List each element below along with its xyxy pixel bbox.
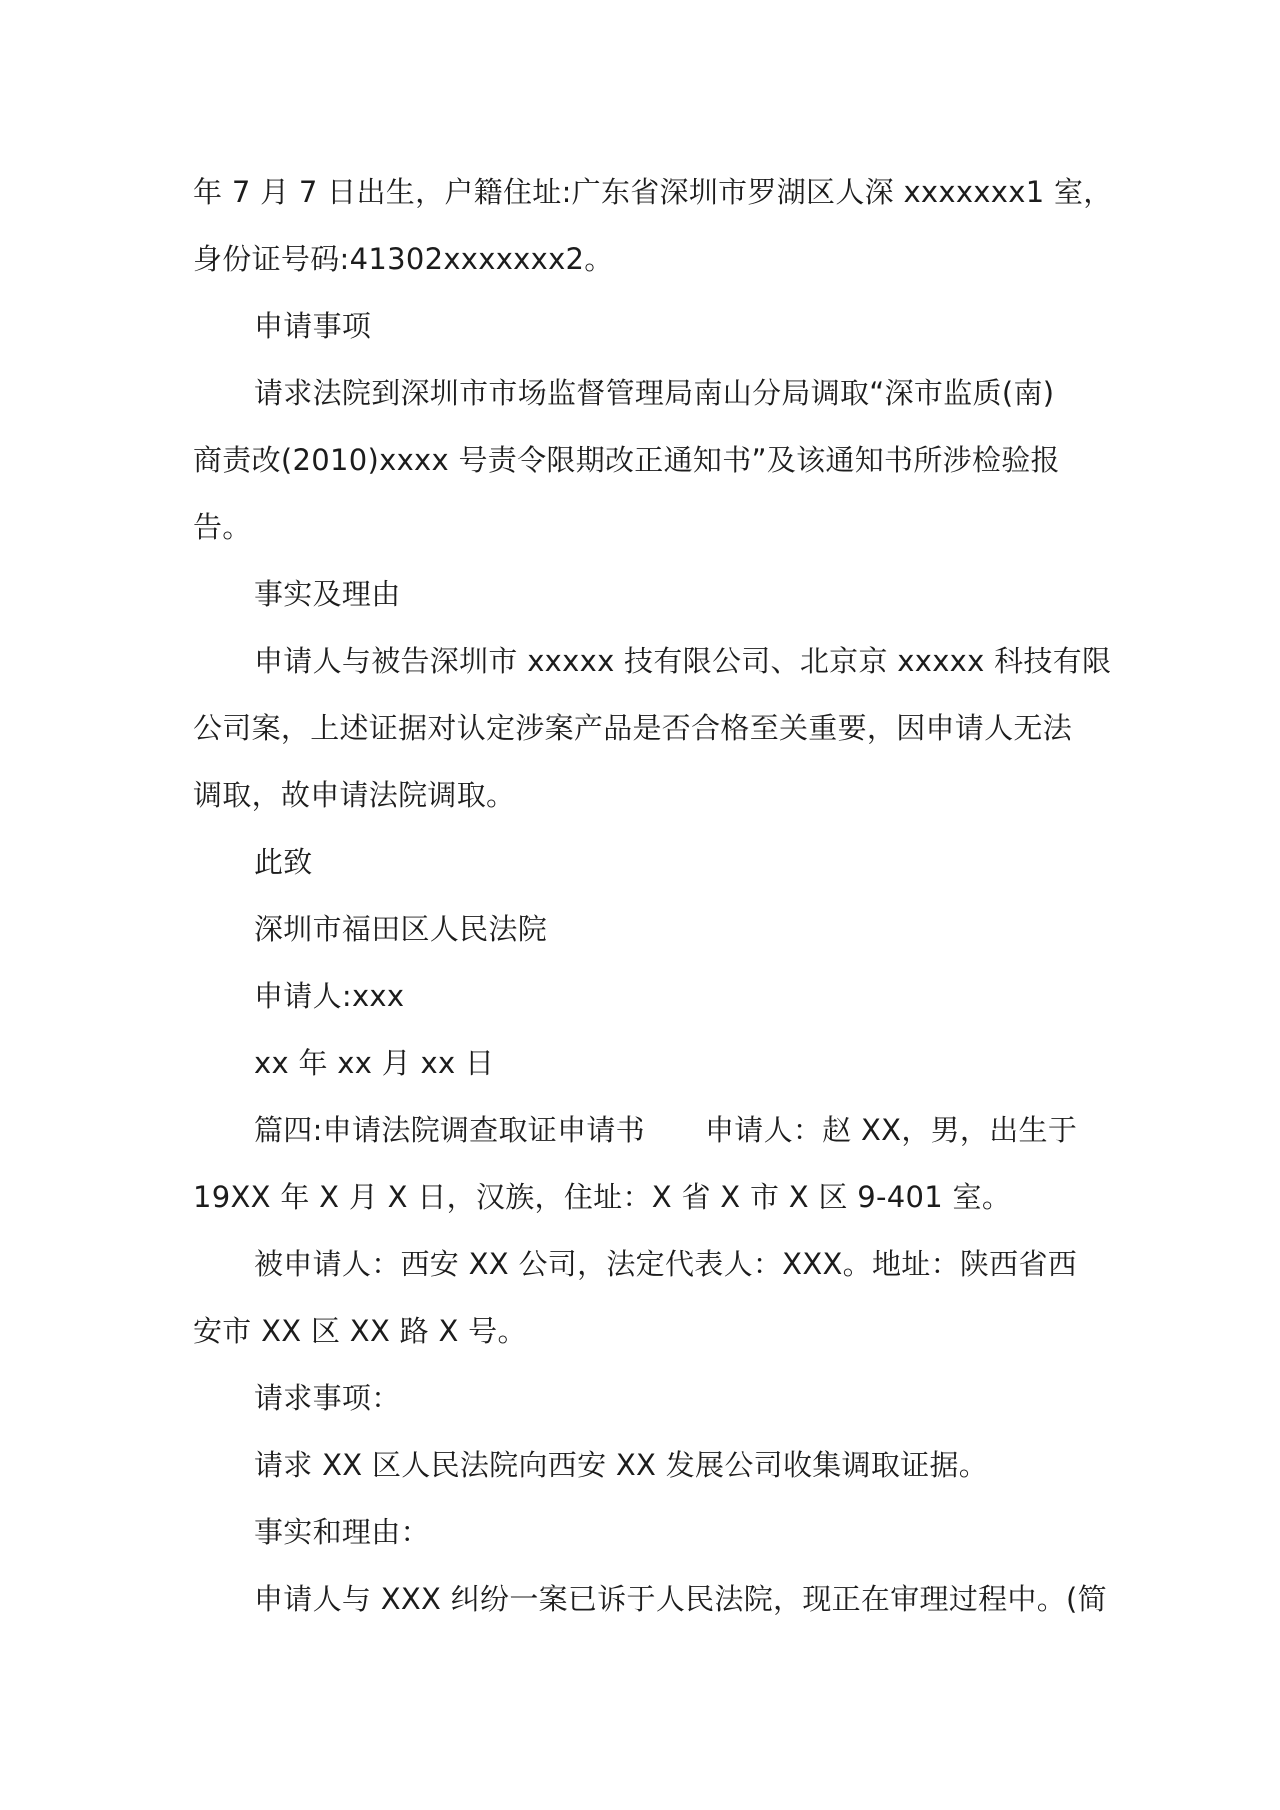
- body-text-line: 身份证号码:41302xxxxxxx2。: [193, 242, 614, 276]
- applicant-intro: 申请人：赵 XX，男，出生于: [704, 1113, 1078, 1147]
- salutation: 此致: [254, 845, 313, 879]
- date-line: xx 年 xx 月 xx 日: [254, 1046, 495, 1080]
- body-text-line: 公司案，上述证据对认定涉案产品是否合格至关重要，因申请人无法: [193, 711, 1073, 745]
- body-text-line: 商责改(2010)xxxx 号责令限期改正通知书”及该通知书所涉检验报: [193, 443, 1060, 477]
- section-heading-facts-reasons: 事实及理由: [254, 577, 401, 611]
- body-text-line: 请求 XX 区人民法院向西安 XX 发展公司收集调取证据。: [254, 1448, 989, 1482]
- body-text-line: 被申请人：西安 XX 公司，法定代表人：XXX。地址：陕西省西: [254, 1247, 1078, 1281]
- applicant-signature: 申请人:xxx: [254, 979, 405, 1013]
- body-text-line: 19XX 年 X 月 X 日，汉族，住址：X 省 X 市 X 区 9-401 室。: [193, 1180, 1012, 1214]
- section-heading-request-items: 请求事项：: [254, 1381, 401, 1415]
- body-text-line: 安市 XX 区 XX 路 X 号。: [193, 1314, 527, 1348]
- section-heading-facts-and-reasons: 事实和理由：: [254, 1515, 430, 1549]
- chapter-title: 篇四:申请法院调查取证申请书: [254, 1113, 645, 1147]
- section-heading-application-items: 申请事项: [254, 309, 372, 343]
- body-text-line: 请求法院到深圳市市场监督管理局南山分局调取“深市监质(南): [254, 376, 1055, 410]
- body-text-line: 调取，故申请法院调取。: [193, 778, 516, 812]
- body-text-line: 申请人与 XXX 纠纷一案已诉于人民法院，现正在审理过程中。(简: [254, 1582, 1107, 1616]
- chapter-line: [254, 1110, 1077, 1150]
- body-text-line: 申请人与被告深圳市 xxxxx 技有限公司、北京京 xxxxx 科技有限: [254, 644, 1112, 678]
- body-text-line: 年 7 月 7 日出生，户籍住址:广东省深圳市罗湖区人深 xxxxxxx1 室，: [193, 175, 1113, 209]
- body-text-line: 告。: [193, 510, 252, 544]
- court-name: 深圳市福田区人民法院: [254, 912, 548, 946]
